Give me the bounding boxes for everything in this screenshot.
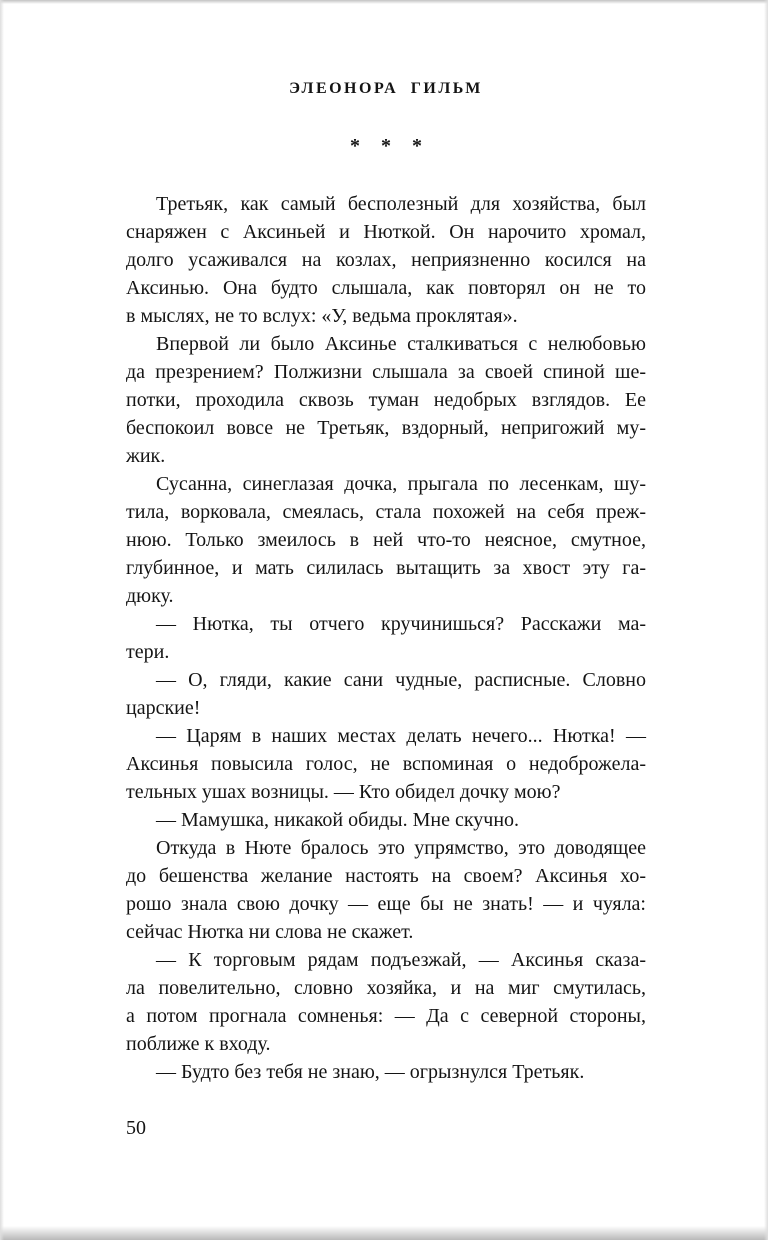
text-line: Сусанна, синеглазая дочка, прыгала по лесенкам, шу- [156,473,646,495]
text-line: сейчас Нютка ни слова не скажет. [126,921,414,943]
paragraph [126,470,646,610]
paragraph [126,722,646,806]
text-line: дюку. [126,585,174,607]
text-line: — Будто без тебя не знаю, — огрызнулся Третьяк. [156,1061,585,1083]
text-line: нюю. Только змеилось в ней что-то неясное, смутное, [126,529,646,551]
text-block [126,190,646,1086]
paragraph [126,806,646,834]
paragraph [126,1058,646,1086]
text-line: Впервой ли было Аксинье сталкиваться с нелюбовью [156,333,646,355]
text-line: — Нютка, ты отчего кручинишься? Расскажи ма- [156,613,646,635]
text-line: тила, ворковала, смеялась, стала похожей на себя преж- [126,501,646,523]
text-line: — К торговым рядам подъезжай, — Аксинья сказа- [156,949,646,971]
paragraph [126,946,646,1058]
text-line: — Мамушка, никакой обиды. Мне скучно. [156,809,520,831]
text-line: тери. [126,641,170,663]
section-divider: * * * [350,135,422,157]
text-line: царские! [126,697,201,719]
text-line: беспокоил вовсе не Третьяк, вздорный, непригожий му- [126,417,646,439]
paragraph [126,666,646,722]
text-line: глубинное, и мать силилась вытащить за хвост эту га- [126,557,646,579]
text-line: Третьяк, как самый бесполезный для хозяйства, был [156,193,646,215]
paragraph [126,330,646,470]
text-line: рошо знала свою дочку — еще бы не знать! — и чуяла: [126,893,646,915]
text-line: поближе к входу. [126,1033,271,1055]
text-line: Аксинью. Она будто слышала, как повторял он не то [126,277,646,299]
text-line: снаряжен с Аксиньей и Нюткой. Он нарочито хромал, [126,221,646,243]
paragraph [126,610,646,666]
text-line: до бешенства желание настоять на своем? Аксинья хо- [126,865,646,887]
text-line: Откуда в Нюте бралось это упрямство, это доводящее [156,837,646,859]
paragraph [126,190,646,330]
text-line: ла повелительно, словно хозяйка, и на миг смутилась, [126,977,646,999]
page-number: 50 [126,1117,146,1139]
text-line: жик. [126,445,166,467]
text-line: Аксинья повысила голос, не вспоминая о недоброжела- [126,753,646,775]
text-line: а потом прогнала сомненья: — Да с северной стороны, [126,1005,646,1027]
text-line: долго усаживался на козлах, неприязненно косился на [126,249,646,271]
paragraph [126,834,646,946]
text-line: да презрением? Полжизни слышала за своей спиной ше- [126,361,646,383]
running-header-author: ЭЛЕОНОРА ГИЛЬМ [289,80,483,97]
text-line: потки, проходила сквозь туман недобрых взглядов. Ее [126,389,646,411]
text-line: — О, гляди, какие сани чудные, расписные. Словно [156,669,646,691]
text-line: — Царям в наших местах делать нечего... Нютка! — [156,725,646,747]
text-line: тельных ушах возницы. — Кто обидел дочку мою? [126,781,561,803]
text-line: в мыслях, не то вслух: «У, ведьма проклятая». [126,305,518,327]
